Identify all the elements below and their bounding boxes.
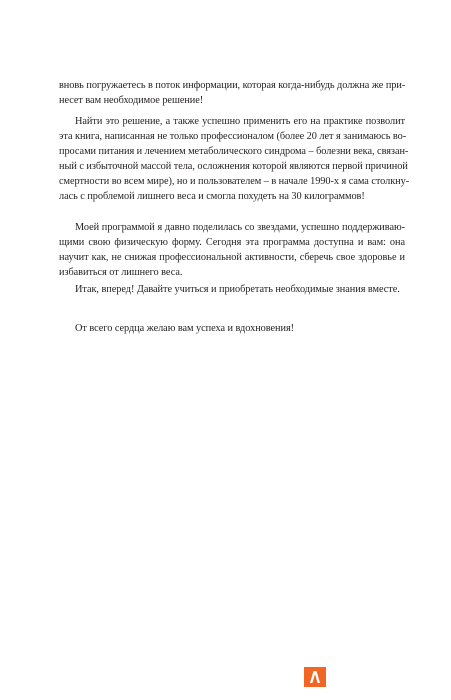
paragraph-3 — [59, 220, 405, 280]
text-line: щими свою физическую форму. Сегодня эта программа доступна и вам: она — [59, 237, 405, 248]
text-line: смертности во всем мире), но и пользователем – в начале 1990-х я сама столкну- — [59, 176, 410, 187]
publisher-logo-glyph — [304, 667, 326, 687]
text-line: несет вам необходимое решение! — [59, 95, 204, 106]
publisher-logo-icon — [304, 667, 326, 687]
paragraph-2 — [59, 114, 410, 204]
text-line: Найти это решение, а также успешно применить его на практике позволит — [75, 116, 405, 127]
text-line: От всего сердца желаю вам успеха и вдохновения! — [75, 323, 295, 334]
text-line: научит как, не снижая профессиональной активности, сберечь свое здоровье и — [59, 252, 405, 263]
text-line: вновь погружаетесь в поток информации, которая когда-нибудь должна же при- — [59, 80, 406, 91]
paragraph-5 — [59, 321, 405, 336]
paragraph-1 — [59, 78, 405, 108]
text-line: просами питания и лечением метаболического синдрома – болезни века, связан- — [59, 146, 409, 157]
text-line: избавиться от лишнего веса. — [59, 267, 183, 278]
text-line: ный с избыточной массой тела, осложнения которой являются первой причиной — [59, 161, 408, 172]
paragraph-4 — [59, 282, 405, 297]
text-line: лась с проблемой лишнего веса и смогла похудеть на 30 килограммов! — [59, 191, 365, 202]
text-line: Итак, вперед! Давайте учиться и приобретать необходимые знания вместе. — [75, 284, 400, 295]
text-line: Моей программой я давно поделилась со звездами, успешно поддерживаю- — [75, 222, 405, 233]
text-line: эта книга, написанная не только профессионалом (более 20 лет я занимаюсь во- — [59, 131, 407, 142]
